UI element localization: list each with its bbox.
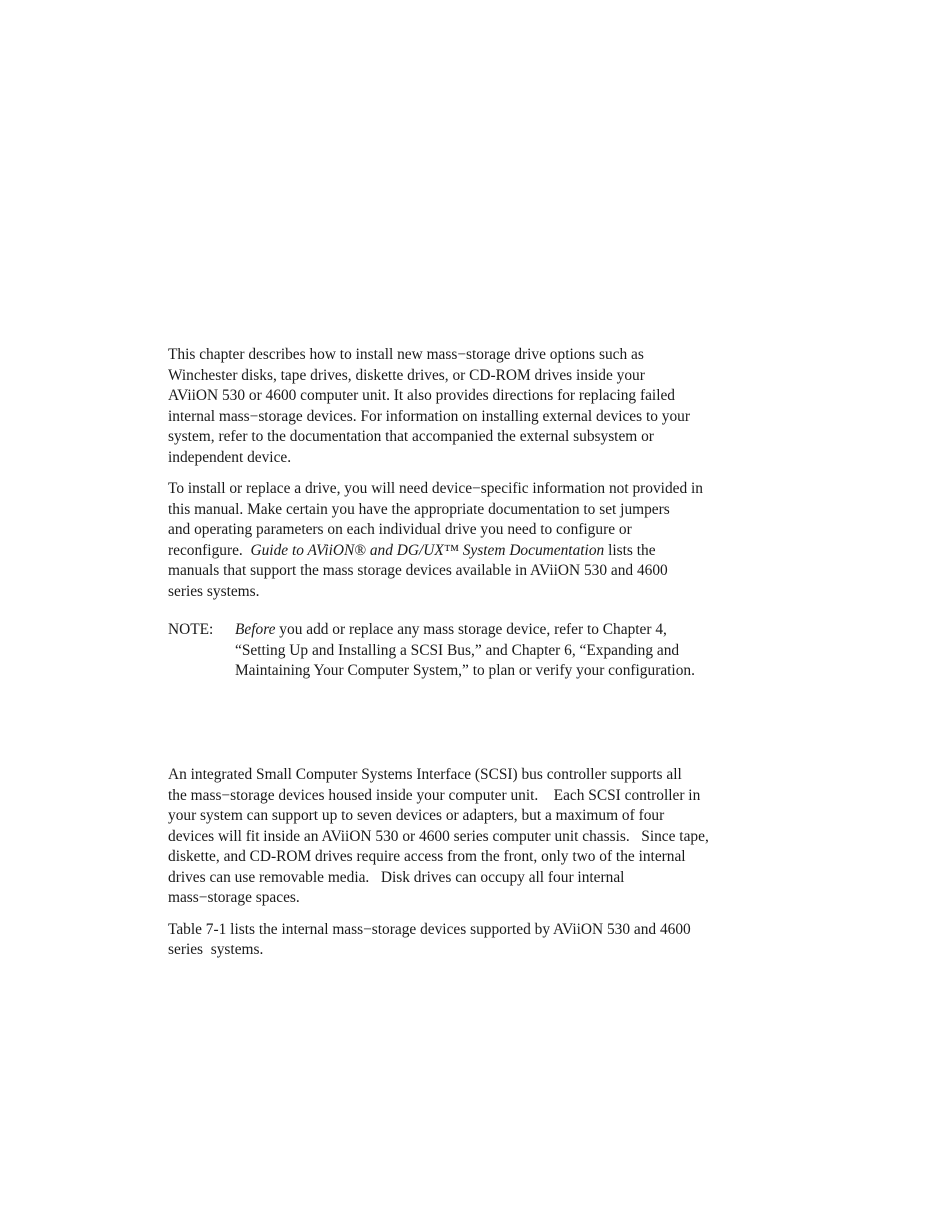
- manual-title: Guide to AViiON® and DG/UX™ System Documentation: [250, 541, 605, 559]
- text-segment: reconfigure.: [168, 541, 251, 559]
- text-line: Table 7-1 lists the internal mass−storage devices supported by AViiON 530 and 4600: [168, 920, 691, 938]
- text-segment: lists the: [604, 541, 656, 559]
- text-line: series systems.: [168, 582, 260, 600]
- text-line: AViiON 530 or 4600 computer unit. It also provides directions for replacing failed: [168, 387, 675, 404]
- text-line: [235, 620, 784, 641]
- text-line: “Setting Up and Installing a SCSI Bus,” and Chapter 6, “Expanding and: [235, 641, 680, 659]
- text-line: Winchester disks, tape drives, diskette drives, or CD-ROM drives inside your: [168, 366, 645, 384]
- emphasis-word: Before: [235, 621, 276, 638]
- text-line: diskette, and CD-ROM drives require access from the front, only two of the internal: [168, 848, 686, 865]
- scsi-paragraph: [168, 765, 784, 909]
- text-line: this manual. Make certain you have the appropriate documentation to set jumpers: [168, 500, 670, 518]
- chapter-intro: [168, 345, 784, 682]
- note-label: NOTE:: [168, 621, 214, 638]
- text-line: drives can use removable media. Disk drives can occupy all four internal: [168, 868, 625, 886]
- text-line: independent device.: [168, 448, 292, 466]
- text-line: [168, 541, 784, 562]
- text-segment: you add or replace any mass storage device, refer to Chapter 4,: [275, 621, 667, 638]
- intro-paragraph: [168, 345, 784, 468]
- text-line: To install or replace a drive, you will need device−specific information not provided in: [168, 480, 703, 497]
- text-line: series systems.: [168, 941, 264, 958]
- note-block: [168, 620, 784, 682]
- text-line: devices will fit inside an AViiON 530 or 4600 series computer unit chassis. Since tape,: [168, 827, 709, 845]
- text-line: your system can support up to seven devices or adapters, but a maximum of four: [168, 807, 665, 824]
- text-line: system, refer to the documentation that accompanied the external subsystem or: [168, 428, 654, 445]
- text-line: and operating parameters on each individual drive you need to configure or: [168, 521, 632, 538]
- scsi-section: [168, 765, 784, 972]
- text-line: This chapter describes how to install new mass−storage drive options such as: [168, 346, 644, 363]
- text-line: mass−storage spaces.: [168, 889, 300, 906]
- text-line: Maintaining Your Computer System,” to plan or verify your configuration.: [235, 662, 695, 679]
- text-line: An integrated Small Computer Systems Interface (SCSI) bus controller supports all: [168, 766, 682, 783]
- documentation-paragraph: [168, 479, 784, 602]
- text-line: internal mass−storage devices. For information on installing external devices to your: [168, 407, 690, 425]
- text-line: manuals that support the mass storage devices available in AViiON 530 and 4600: [168, 562, 668, 579]
- text-line: the mass−storage devices housed inside your computer unit. Each SCSI controller in: [168, 786, 701, 804]
- table-reference-paragraph: [168, 920, 784, 961]
